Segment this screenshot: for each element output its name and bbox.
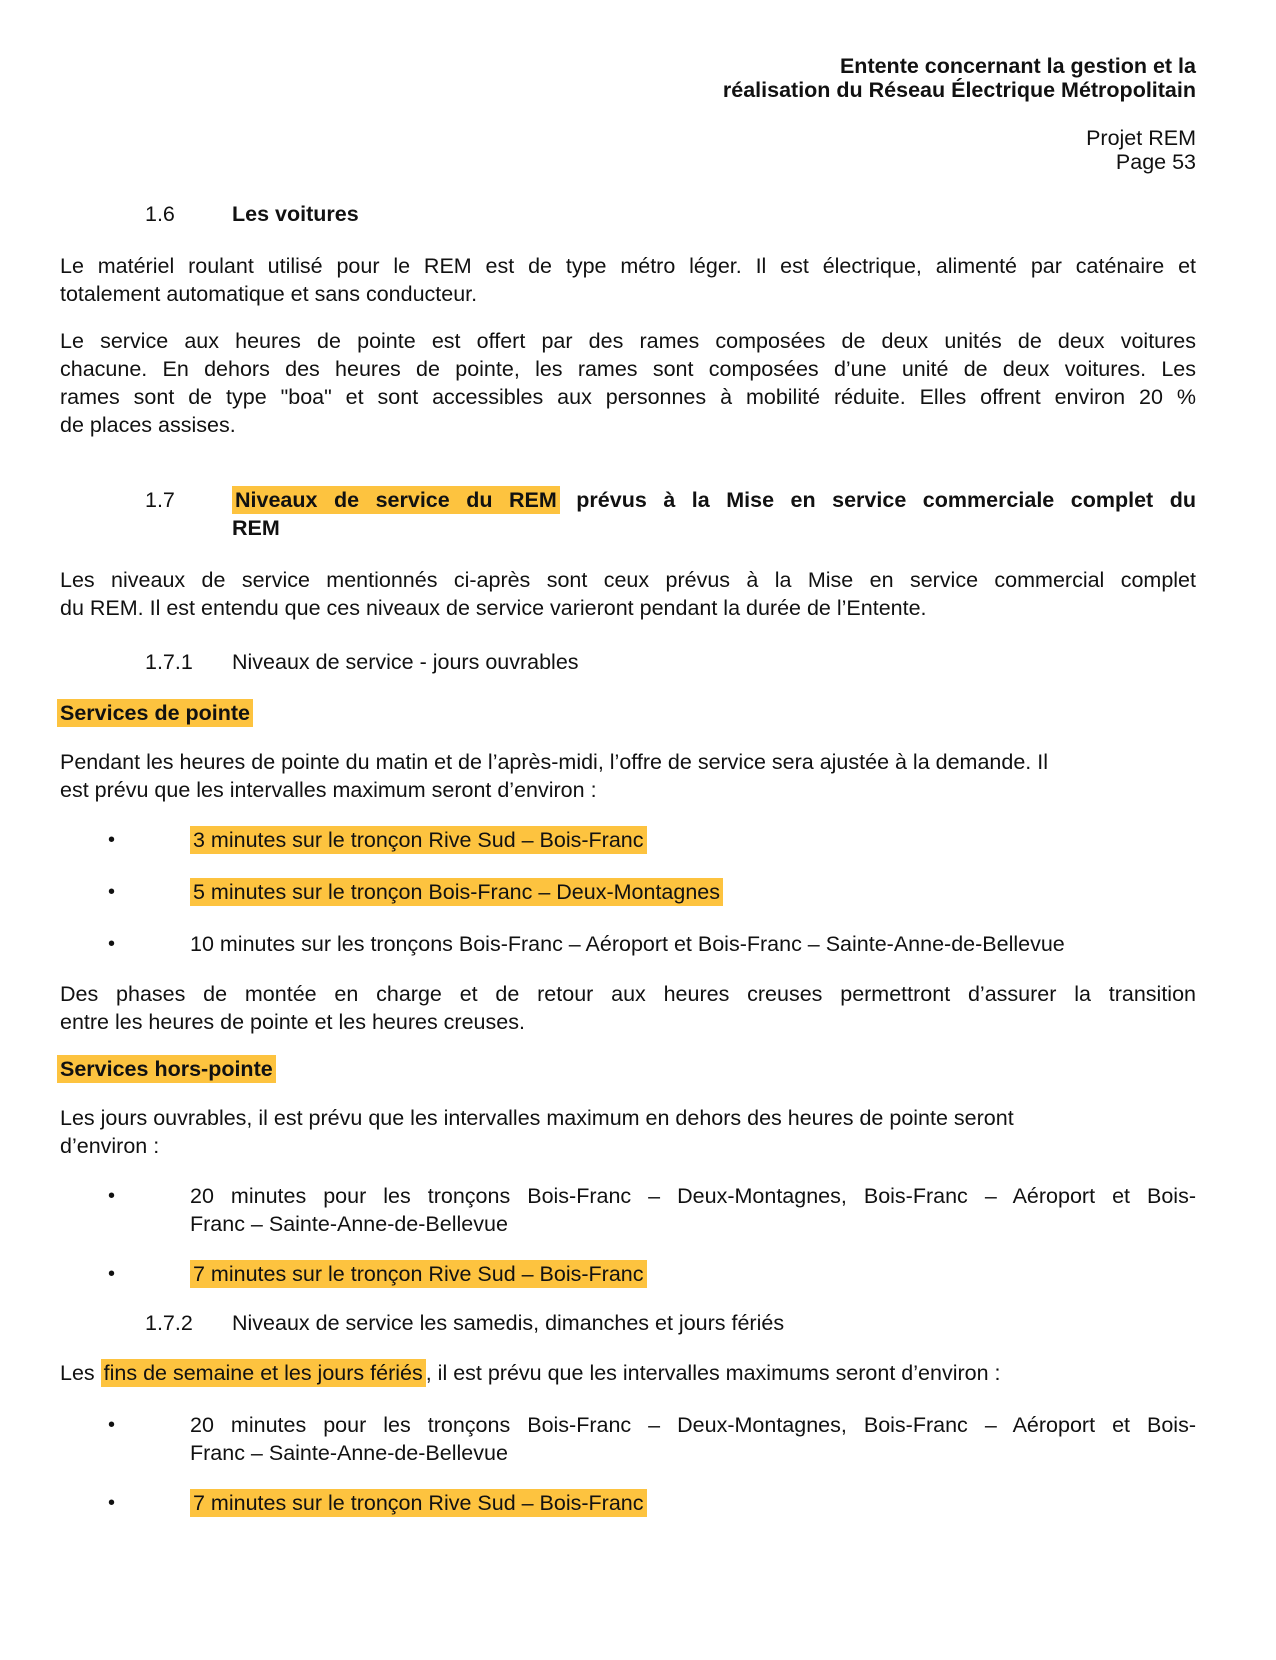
section-1-7-title-highlight: Niveaux de service du REM: [232, 486, 560, 514]
peak-services-intro: Pendant les heures de pointe du matin et de l’après-midi, l’offre de service sera ajustée à la demande. Il est prévu que les intervalles maximum seront d’environ :: [60, 750, 1048, 802]
weekend-bullet-2: 7 minutes sur le tronçon Rive Sud – Bois-Franc: [190, 1489, 647, 1517]
section-1-6-number: 1.6: [145, 202, 175, 226]
bullet-marker: •: [108, 1414, 116, 1436]
section-1-7-paragraph: Les niveaux de service mentionnés ci-après sont ceux prévus à la Mise en service commercial complet du REM. Il est entendu que ces niveaux de service varieront pendant la durée de l’Entente.: [60, 568, 1196, 620]
bullet-marker: •: [108, 1185, 116, 1207]
section-1-7-title: Niveaux de service du REM prévus à la Mise en service commerciale complet du REM: [232, 488, 1196, 540]
section-1-6-paragraph-1: Le matériel roulant utilisé pour le REM est de type métro léger. Il est électrique, alimenté par caténaire et totalement automatique et sans conducteur.: [60, 254, 1196, 306]
transition-paragraph: Des phases de montée en charge et de retour aux heures creuses permettront d’assurer la transition entre les heures de pointe et les heures creuses.: [60, 982, 1196, 1034]
section-1-7-number: 1.7: [145, 488, 175, 512]
peak-bullet-2: 5 minutes sur le tronçon Bois-Franc – Deux-Montagnes: [190, 878, 723, 906]
offpeak-bullet-2: 7 minutes sur le tronçon Rive Sud – Bois-Franc: [190, 1260, 647, 1288]
header-title-line2: réalisation du Réseau Électrique Métropolitain: [722, 78, 1196, 102]
offpeak-services-intro: Les jours ouvrables, il est prévu que les intervalles maximum en dehors des heures de pointe seront d’environ :: [60, 1106, 1014, 1158]
header-page-number: Page 53: [1115, 150, 1196, 174]
bullet-marker: •: [108, 933, 116, 955]
offpeak-services-heading: Services hors-pointe: [57, 1055, 276, 1083]
bullet-marker: •: [108, 1492, 116, 1514]
peak-bullet-3: 10 minutes sur les tronçons Bois-Franc – Aéroport et Bois-Franc – Sainte-Anne-de-Bellevue: [190, 932, 1065, 956]
bullet-marker: •: [108, 881, 116, 903]
section-1-7-1-number: 1.7.1: [145, 650, 193, 674]
peak-bullet-1: 3 minutes sur le tronçon Rive Sud – Bois-Franc: [190, 826, 647, 854]
header-title-line1: Entente concernant la gestion et la: [839, 54, 1196, 78]
weekend-intro: Les fins de semaine et les jours fériés , il est prévu que les intervalles maximums seront d’environ :: [60, 1361, 1001, 1385]
section-1-6-paragraph-2: Le service aux heures de pointe est offert par des rames composées de deux unités de deux voitures chacune. En dehors des heures de pointe, les rames sont composées d’une unité de deux voitures. Les rames sont de type "boa" et sont accessibles aux personnes à mobilité réduite. Elles offrent environ 20 % de places assises.: [60, 329, 1196, 437]
weekend-bullet-1: 20 minutes pour les tronçons Bois-Franc – Deux-Montagnes, Bois-Franc – Aéroport et Bois- Franc – Sainte-Anne-de-Bellevue: [190, 1413, 1196, 1465]
section-1-6-title: Les voitures: [232, 202, 359, 226]
section-1-7-2-number: 1.7.2: [145, 1311, 193, 1335]
weekend-intro-highlight: fins de semaine et les jours fériés: [101, 1359, 426, 1387]
header-project: Projet REM: [1086, 126, 1196, 150]
section-1-7-2-title: Niveaux de service les samedis, dimanches et jours fériés: [232, 1311, 785, 1335]
bullet-marker: •: [108, 829, 116, 851]
bullet-marker: •: [108, 1263, 116, 1285]
offpeak-bullet-1: 20 minutes pour les tronçons Bois-Franc – Deux-Montagnes, Bois-Franc – Aéroport et Bois- Franc – Sainte-Anne-de-Bellevue: [190, 1184, 1196, 1236]
peak-services-heading: Services de pointe: [57, 699, 253, 727]
section-1-7-1-title: Niveaux de service - jours ouvrables: [232, 650, 579, 674]
